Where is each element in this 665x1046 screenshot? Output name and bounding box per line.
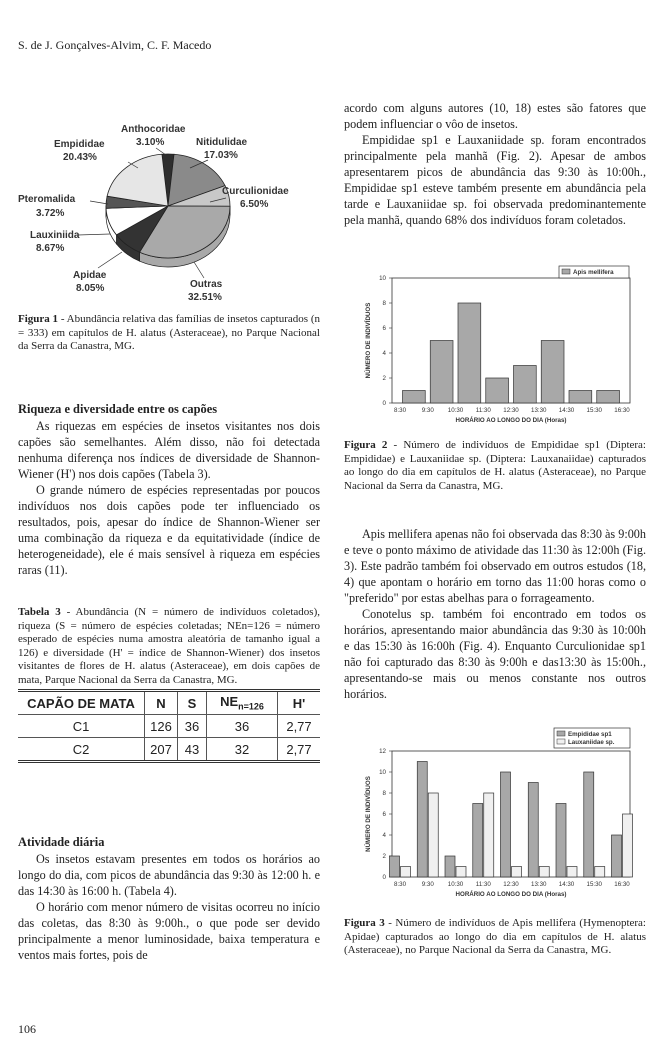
figure-2-caption: Figura 2 - Número de indivíduos de Empididae sp1 (Diptera: Empididae) e Lauxaniidae sp. (Diptera: Lauxanaiidae) capturados ao longo do dia em capítulos de H. alatus (Asteraceae), no Parque Nacional da Serra da Canastra, MG.: [344, 439, 646, 492]
figure-3: [344, 726, 646, 958]
table-3-caption: Tabela 3 - Abundância (N = número de indivíduos coletados), riqueza (S = número de espécies coletadas; NEn=126 = número esperado de espécies numa amostra aleatória de tamanho igual a 126) e diversidade (H' = índice de Shannon-Wiener) dos insetos visitantes de flores de H. alatus (Asteraceae), em dois capões de mata, Parque Nacional da Serra da Canastra, MG.: [18, 606, 320, 686]
bar: [569, 391, 592, 404]
x-tick-label: 16:30: [614, 881, 630, 888]
table-cell: 32: [207, 738, 278, 761]
bar-lauxaniidae-sp-: [512, 867, 522, 878]
header-n: N: [145, 692, 178, 715]
legend-entry: Lauxaniidae sp.: [568, 739, 615, 746]
bar-lauxaniidae-sp-: [539, 867, 549, 878]
x-tick-label: 12:30: [503, 407, 519, 414]
paragraph: O horário com menor número de visitas ocorreu no início das coletas, das 8:30 às 9:00h., o que pode ser devido principalmente a menor luminosidade, baixa temperatura e ventos mais fortes, pois de: [18, 900, 320, 962]
table-cell: 36: [178, 715, 207, 738]
bar-empididae-sp1: [390, 856, 400, 877]
bar-lauxaniidae-sp-: [456, 867, 466, 878]
left-column: [18, 110, 320, 354]
y-tick-label: 10: [379, 275, 386, 282]
paragraph: Os insetos estavam presentes em todos os horários ao longo do dia, com picos de abundância das 9:30 às 12:00 h. e das 14:30 às 16:00 h. (Tabela 4).: [18, 852, 320, 898]
y-tick-label: 8: [382, 300, 386, 307]
y-tick-label: 2: [382, 375, 386, 382]
left-text-block-2: [18, 835, 320, 963]
bar: [597, 391, 620, 404]
table-cell: 207: [145, 738, 178, 761]
right-text-block: [344, 100, 646, 228]
x-tick-label: 13:30: [531, 407, 547, 414]
pie-pct: 17.03%: [204, 150, 238, 161]
table-cell: 2,77: [278, 715, 321, 738]
pie-leader-line: [194, 262, 204, 278]
bar-lauxaniidae-sp-: [623, 814, 633, 877]
bar-empididae-sp1: [445, 856, 455, 877]
table-row: [18, 738, 320, 761]
pie-label: Pteromalida: [18, 194, 76, 205]
x-tick-label: 14:30: [558, 881, 575, 888]
bar: [402, 391, 425, 404]
table-3-frame: [18, 689, 320, 763]
table-cell: 126: [145, 715, 178, 738]
x-tick-label: 10:30: [447, 881, 464, 888]
y-axis-label: NÚMERO DE INDIVÍDUOS: [365, 302, 372, 379]
bar-empididae-sp1: [528, 783, 538, 878]
y-tick-label: 0: [382, 400, 386, 407]
table-cell: 2,77: [278, 738, 321, 761]
legend-entry: Empididae sp1: [568, 731, 612, 738]
plot-frame: [392, 751, 630, 877]
bar: [486, 378, 509, 403]
pie-label: Empididae: [54, 139, 105, 150]
pie-pct: 6.50%: [240, 199, 269, 210]
paragraph: acordo com alguns autores (10, 18) estes são fatores que podem influenciar o vôo de insetos.: [344, 101, 646, 131]
y-tick-label: 6: [382, 325, 386, 332]
y-tick-label: 8: [382, 790, 386, 797]
figure-3-caption: Figura 3 - Número de indivíduos de Apis mellifera (Hymenoptera: Apidae) capturados ao longo do dia em capítulos de H. alatus (Asteraceae), no Parque Nacional da Serra da Canastra, MG.: [344, 917, 646, 956]
header-h: H': [278, 692, 321, 715]
table-cell: 43: [178, 738, 207, 761]
pie-label: Apidae: [73, 270, 107, 281]
table-cell: C1: [72, 718, 90, 734]
running-header: S. de J. Gonçalves-Alvim, C. F. Macedo: [18, 38, 212, 52]
x-tick-label: 8:30: [393, 881, 407, 888]
y-axis-label: NÚMERO DE INDIVÍDUOS: [365, 776, 372, 852]
paragraph: As riquezas em espécies de insetos visitantes nos dois capões são semelhantes. Além disso, não foi detectada nenhuma diferença nos índices de diversidade de Shannon-Wiener (H') nos dois capões (Tabela 3).: [18, 419, 320, 481]
table-cell: C2: [72, 741, 90, 757]
y-tick-label: 4: [382, 350, 386, 357]
pie-label: Curculionidae: [222, 186, 289, 197]
x-tick-label: 16:30: [614, 407, 630, 414]
plot-frame: [392, 278, 630, 403]
pie-pct: 3.72%: [36, 208, 65, 219]
y-tick-label: 4: [382, 832, 386, 839]
pie-label: Lauxiniida: [30, 230, 80, 241]
y-tick-label: 12: [379, 748, 386, 755]
bar-empididae-sp1: [612, 835, 622, 877]
y-tick-label: 6: [382, 811, 386, 818]
bar: [541, 341, 564, 404]
left-text-block: [18, 402, 320, 578]
bar-empididae-sp1: [417, 762, 427, 878]
x-tick-label: 9:30: [421, 881, 434, 888]
figure-2-bar-chart: [344, 258, 646, 428]
bar-lauxaniidae-sp-: [484, 793, 494, 877]
bar-empididae-sp1: [556, 804, 566, 878]
y-tick-label: 2: [382, 853, 386, 860]
paragraph: Empididae sp1 e Lauxaniidade sp. foram encontrados principalmente pela manhã (Fig. 2). Apesar de ambos apresentarem picos de abundância das 9:30 às 10:00h., Empididae sp1 esteve também presente em abundância pela tarde e Lauxaniidae sp. foi observada predominantemente pela manhã, quando 68% dos indivíduos foram coletados.: [344, 133, 646, 227]
x-tick-label: 11:30: [475, 407, 491, 414]
pie-pct: 20.43%: [63, 152, 97, 163]
x-tick-label: 15:30: [586, 407, 602, 414]
x-axis-label: HORÁRIO AO LONGO DO DIA (Horas): [455, 417, 567, 424]
pie-pct: 3.10%: [136, 137, 165, 148]
figure-1-caption: Figura 1 - Abundância relativa das famílias de insetos capturados (n = 333) em capítulos de H. alatus (Asteraceae), no Parque Nacional da Serra da Canastra, MG.: [18, 313, 320, 352]
paragraph: Conotelus sp. também foi encontrado em todos os horários, apresentando maior abundância das 9:30 às 10:00h e das 15:30 às 16:00h (Fig. 4). Enquanto Curculionidae sp1 não foi capturado das 8:30 às 9:00h e das13:30 às 15:00h., apresentando-se mais ou menos constante nos outros horários.: [344, 607, 646, 701]
pie-leader-line: [90, 201, 108, 204]
paragraph: Apis mellifera apenas não foi observada das 8:30 às 9:00h e teve o ponto máximo de atividade das 11:30 às 12:00h (Fig. 3). Este padrão também foi observado em outros estudos (18, 4) que apontam o horário em torno das 11:00 horas como o "preferido" por estas abelhas para o forrageamento.: [344, 527, 646, 605]
x-tick-label: 13:30: [531, 881, 547, 888]
pie-pct: 32.51%: [188, 292, 222, 303]
pie-leader-line: [98, 252, 122, 268]
x-axis-label: HORÁRIO AO LONGO DO DIA (Horas): [455, 891, 567, 898]
pie-label: Nitidulidae: [196, 137, 248, 148]
x-tick-label: 9:30: [421, 407, 434, 414]
y-tick-label: 0: [382, 874, 386, 881]
table-3: [18, 606, 320, 763]
pie-label: Outras: [190, 279, 223, 290]
bar-lauxaniidae-sp-: [567, 867, 577, 878]
bar-empididae-sp1: [473, 804, 483, 878]
x-tick-label: 15:30: [586, 881, 602, 888]
y-tick-label: 10: [379, 769, 386, 776]
figure-2: [344, 258, 646, 493]
legend-swatch: [562, 269, 570, 274]
legend-entry: Apis mellifera: [573, 269, 614, 276]
x-tick-label: 14:30: [558, 407, 575, 414]
bar-lauxaniidae-sp-: [401, 867, 411, 878]
table-header-row: [18, 692, 320, 715]
x-tick-label: 8:30: [393, 407, 407, 414]
bar-empididae-sp1: [501, 772, 511, 877]
section-title-riqueza: Riqueza e diversidade entre os capões: [18, 402, 218, 416]
bar: [513, 366, 536, 404]
header-capao: CAPÃO DE MATA: [27, 695, 135, 711]
bar-empididae-sp1: [584, 772, 594, 877]
pie-pct: 8.05%: [76, 283, 105, 294]
paragraph: O grande número de espécies representadas por poucos indivíduos nos dois capões pode ter influenciado os resultados, pois, apesar do índice de Shannon-Wiener ser uma combinação da riqueza e da equitatividade (índice de heterogeneidade), ele é mais sensível à riqueza em espécies raras (11).: [18, 483, 320, 577]
bar-lauxaniidae-sp-: [595, 867, 605, 878]
bar: [430, 341, 453, 404]
x-tick-label: 10:30: [447, 407, 464, 414]
bar-lauxaniidae-sp-: [428, 793, 438, 877]
bar: [458, 303, 481, 403]
pie-label: Anthocoridae: [121, 124, 186, 135]
table-row: [18, 715, 320, 738]
right-text-block-2: [344, 526, 646, 702]
pie-leader-line: [78, 234, 110, 235]
x-tick-label: 11:30: [475, 881, 491, 888]
page-number: 106: [18, 1022, 36, 1036]
legend-swatch: [557, 731, 565, 736]
figure-1-pie-chart: [18, 110, 320, 306]
table-cell: 36: [207, 715, 278, 738]
header-s: S: [178, 692, 207, 715]
pie-pct: 8.67%: [36, 243, 65, 254]
section-title-atividade: Atividade diária: [18, 835, 105, 849]
legend-swatch: [557, 739, 565, 744]
figure-3-bar-chart: [344, 726, 646, 906]
header-ne: $NE_{n=126}$: [207, 692, 278, 715]
x-tick-label: 12:30: [503, 881, 519, 888]
